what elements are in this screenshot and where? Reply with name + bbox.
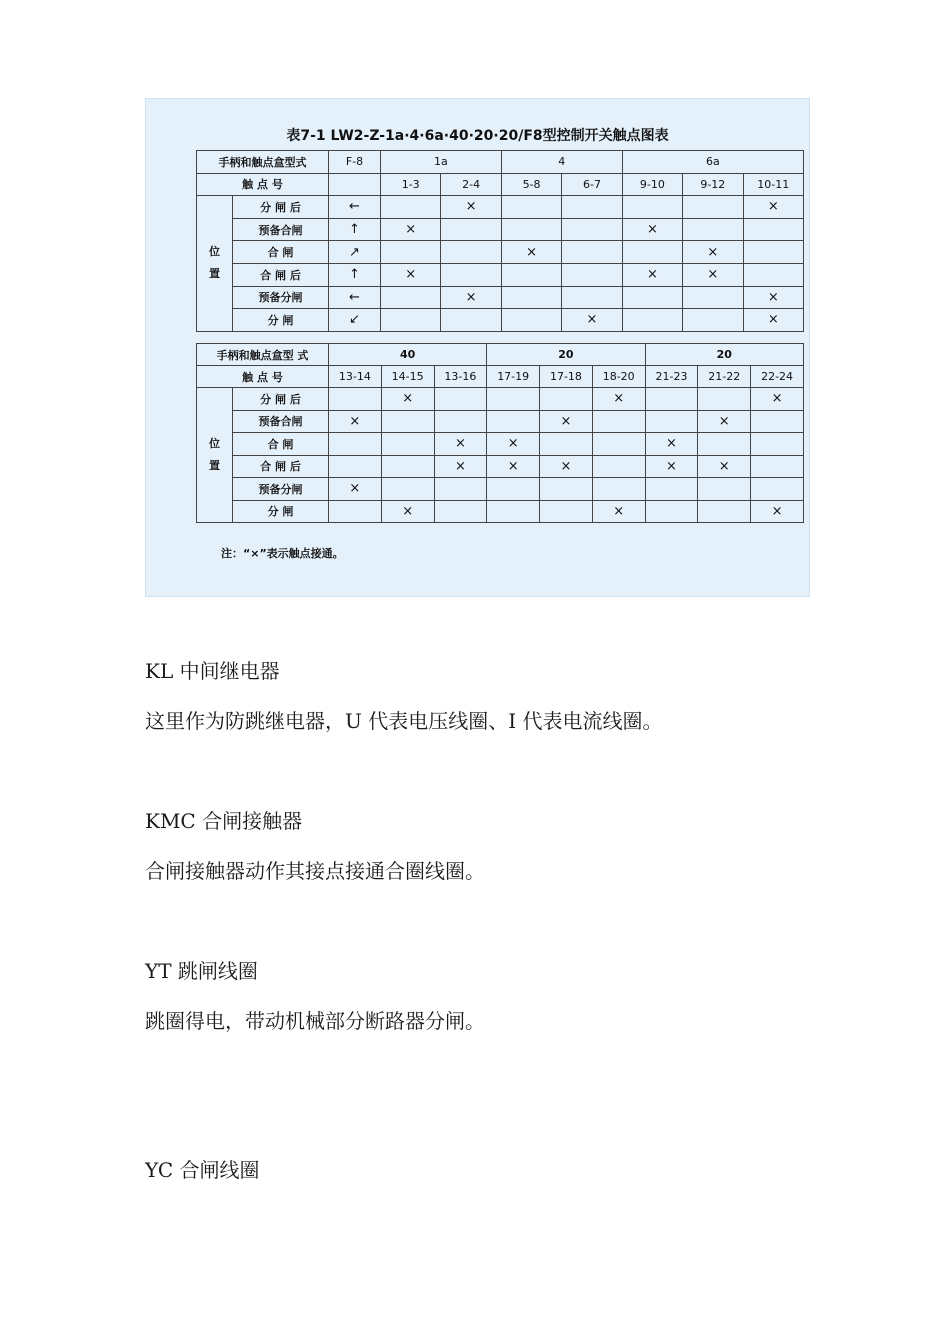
contact-number: 13-16	[434, 366, 487, 388]
contact-mark	[683, 309, 743, 332]
handle-arrow: ←	[329, 196, 381, 219]
paragraph-heading-yt: YT 跳闸线圈	[145, 959, 258, 983]
contact-mark	[592, 478, 645, 501]
contact-number: 18-20	[592, 366, 645, 388]
position-label-char: 置	[209, 459, 220, 472]
contact-mark	[540, 500, 593, 523]
table-row	[197, 478, 804, 501]
position-name: 合 闸	[233, 241, 329, 264]
handle-type-header: 手柄和触点盒型式	[197, 151, 329, 174]
table-row	[197, 218, 804, 241]
contact-mark	[751, 433, 804, 456]
contact-mark	[592, 455, 645, 478]
paragraph-kmc-description: 合闸接触器动作其接点接通合圈线圈。	[145, 859, 485, 883]
contact-mark	[743, 263, 803, 286]
position-name: 预备合闸	[233, 218, 329, 241]
table-row	[197, 263, 804, 286]
contact-mark	[743, 241, 803, 264]
contact-mark: ×	[441, 196, 501, 219]
position-name: 分 闸	[233, 309, 329, 332]
position-name: 分 闸 后	[233, 388, 329, 411]
contact-mark	[434, 410, 487, 433]
contact-mark	[381, 410, 434, 433]
contact-number: 17-18	[540, 366, 593, 388]
contact-mark: ×	[329, 410, 382, 433]
contact-mark: ×	[501, 241, 561, 264]
contact-mark: ×	[622, 263, 682, 286]
contact-mark	[683, 286, 743, 309]
contact-mark	[381, 455, 434, 478]
position-name: 合 闸 后	[233, 263, 329, 286]
contact-mark	[645, 410, 698, 433]
contact-mark	[487, 500, 540, 523]
paragraph-heading-kmc: KMC 合闸接触器	[145, 809, 303, 833]
group-header: 20	[487, 344, 645, 366]
contact-mark: ×	[540, 410, 593, 433]
contact-mark	[434, 500, 487, 523]
contact-table-figure	[145, 98, 810, 597]
figure-note: 注：“×”表示触点接通。	[221, 547, 344, 560]
contact-mark	[434, 478, 487, 501]
contact-mark: ×	[698, 455, 751, 478]
contact-mark	[381, 286, 441, 309]
position-name: 预备合闸	[233, 410, 329, 433]
contact-mark: ×	[622, 218, 682, 241]
contact-mark	[501, 286, 561, 309]
contact-mark	[562, 241, 622, 264]
table-row	[197, 286, 804, 309]
position-name: 分 闸	[233, 500, 329, 523]
contact-number: 13-14	[329, 366, 382, 388]
contact-mark	[622, 196, 682, 219]
contact-number: 5-8	[501, 173, 561, 196]
position-name: 合 闸	[233, 433, 329, 456]
position-label-char: 位	[209, 437, 220, 450]
contact-mark	[622, 309, 682, 332]
contact-mark	[698, 478, 751, 501]
contact-mark	[751, 410, 804, 433]
table-row	[197, 196, 804, 219]
contact-mark: ×	[645, 433, 698, 456]
contact-mark: ×	[540, 455, 593, 478]
handle-type-header: 手柄和触点盒型 式	[197, 344, 329, 366]
contact-number-header: 触 点 号	[197, 173, 329, 196]
position-name: 预备分闸	[233, 478, 329, 501]
contact-mark	[381, 309, 441, 332]
contact-number: 9-10	[622, 173, 682, 196]
group-header: 1a	[381, 151, 502, 174]
paragraph-yt-description: 跳圈得电，带动机械部分断路器分闸。	[145, 1009, 485, 1033]
contact-mark	[562, 286, 622, 309]
contact-number: 1-3	[381, 173, 441, 196]
contact-mark: ×	[683, 263, 743, 286]
contact-mark: ×	[683, 241, 743, 264]
contact-mark	[381, 433, 434, 456]
contact-mark	[622, 241, 682, 264]
table-row	[197, 151, 804, 174]
contact-number: 21-23	[645, 366, 698, 388]
contact-number: 6-7	[562, 173, 622, 196]
contact-mark	[329, 433, 382, 456]
table-row	[197, 433, 804, 456]
table-row	[197, 173, 804, 196]
contact-number: 2-4	[441, 173, 501, 196]
contact-mark	[743, 218, 803, 241]
contact-mark	[645, 388, 698, 411]
position-label	[197, 196, 233, 332]
contact-table-1	[196, 150, 804, 332]
contact-number: 10-11	[743, 173, 803, 196]
group-header: 40	[329, 344, 487, 366]
contact-mark: ×	[592, 388, 645, 411]
table-row	[197, 388, 804, 411]
contact-mark	[751, 478, 804, 501]
contact-mark: ×	[743, 196, 803, 219]
contact-mark	[645, 500, 698, 523]
contact-mark	[645, 478, 698, 501]
handle-type-value: F-8	[329, 151, 381, 174]
contact-mark	[441, 309, 501, 332]
contact-mark	[622, 286, 682, 309]
contact-mark	[501, 218, 561, 241]
contact-mark	[501, 263, 561, 286]
contact-mark	[540, 433, 593, 456]
position-name: 预备分闸	[233, 286, 329, 309]
paragraph-kl-description: 这里作为防跳继电器，U 代表电压线圈、I 代表电流线圈。	[145, 709, 663, 733]
contact-mark: ×	[441, 286, 501, 309]
contact-mark	[698, 433, 751, 456]
contact-table-2	[196, 343, 804, 523]
contact-mark	[381, 478, 434, 501]
contact-mark: ×	[592, 500, 645, 523]
contact-mark: ×	[751, 500, 804, 523]
contact-mark: ×	[381, 388, 434, 411]
group-header: 20	[645, 344, 803, 366]
contact-mark	[751, 455, 804, 478]
contact-mark	[562, 263, 622, 286]
blank-cell	[329, 173, 381, 196]
paragraph-heading-kl: KL 中间继电器	[145, 659, 280, 683]
contact-mark	[501, 196, 561, 219]
table-row	[197, 309, 804, 332]
figure-title: 表7-1 LW2-Z-1a·4·6a·40·20·20/F8型控制开关触点图表	[286, 128, 669, 144]
table-row	[197, 241, 804, 264]
group-header: 6a	[622, 151, 803, 174]
contact-number: 9-12	[683, 173, 743, 196]
position-name: 分 闸 后	[233, 196, 329, 219]
contact-number-header: 触 点 号	[197, 366, 329, 388]
paragraph-heading-yc: YC 合闸线圈	[145, 1158, 260, 1182]
contact-mark	[562, 218, 622, 241]
contact-number: 21-22	[698, 366, 751, 388]
table-row	[197, 500, 804, 523]
handle-arrow: ←	[329, 286, 381, 309]
table-row	[197, 366, 804, 388]
position-label-char: 置	[209, 267, 220, 281]
position-label-char: 位	[209, 245, 220, 259]
table-row	[197, 344, 804, 366]
contact-mark: ×	[743, 309, 803, 332]
contact-mark	[441, 263, 501, 286]
contact-mark	[329, 388, 382, 411]
contact-mark: ×	[743, 286, 803, 309]
contact-mark: ×	[434, 455, 487, 478]
handle-arrow: ↙	[329, 309, 381, 332]
contact-mark	[487, 410, 540, 433]
contact-mark	[683, 196, 743, 219]
contact-mark	[381, 241, 441, 264]
contact-mark	[487, 388, 540, 411]
contact-mark	[434, 388, 487, 411]
handle-arrow: ↑	[329, 218, 381, 241]
contact-mark: ×	[698, 410, 751, 433]
contact-mark	[441, 218, 501, 241]
contact-mark: ×	[434, 433, 487, 456]
contact-number: 17-19	[487, 366, 540, 388]
table-row	[197, 455, 804, 478]
position-name: 合 闸 后	[233, 455, 329, 478]
contact-mark	[698, 388, 751, 411]
contact-mark: ×	[381, 218, 441, 241]
contact-mark	[562, 196, 622, 219]
position-label	[197, 388, 233, 523]
contact-mark	[501, 309, 561, 332]
contact-mark	[592, 410, 645, 433]
contact-mark: ×	[329, 478, 382, 501]
contact-mark: ×	[381, 263, 441, 286]
contact-mark	[329, 455, 382, 478]
contact-mark: ×	[381, 500, 434, 523]
contact-mark	[487, 478, 540, 501]
contact-number: 14-15	[381, 366, 434, 388]
contact-mark	[329, 500, 382, 523]
contact-mark	[698, 500, 751, 523]
handle-arrow: ↗	[329, 241, 381, 264]
contact-mark: ×	[751, 388, 804, 411]
contact-mark: ×	[487, 455, 540, 478]
contact-mark: ×	[562, 309, 622, 332]
contact-mark	[592, 433, 645, 456]
contact-number: 22-24	[751, 366, 804, 388]
contact-mark	[441, 241, 501, 264]
contact-mark: ×	[487, 433, 540, 456]
table-row	[197, 410, 804, 433]
contact-mark	[381, 196, 441, 219]
group-header: 4	[501, 151, 622, 174]
handle-arrow: ↑	[329, 263, 381, 286]
contact-mark	[540, 388, 593, 411]
contact-mark	[683, 218, 743, 241]
contact-mark	[540, 478, 593, 501]
contact-mark: ×	[645, 455, 698, 478]
